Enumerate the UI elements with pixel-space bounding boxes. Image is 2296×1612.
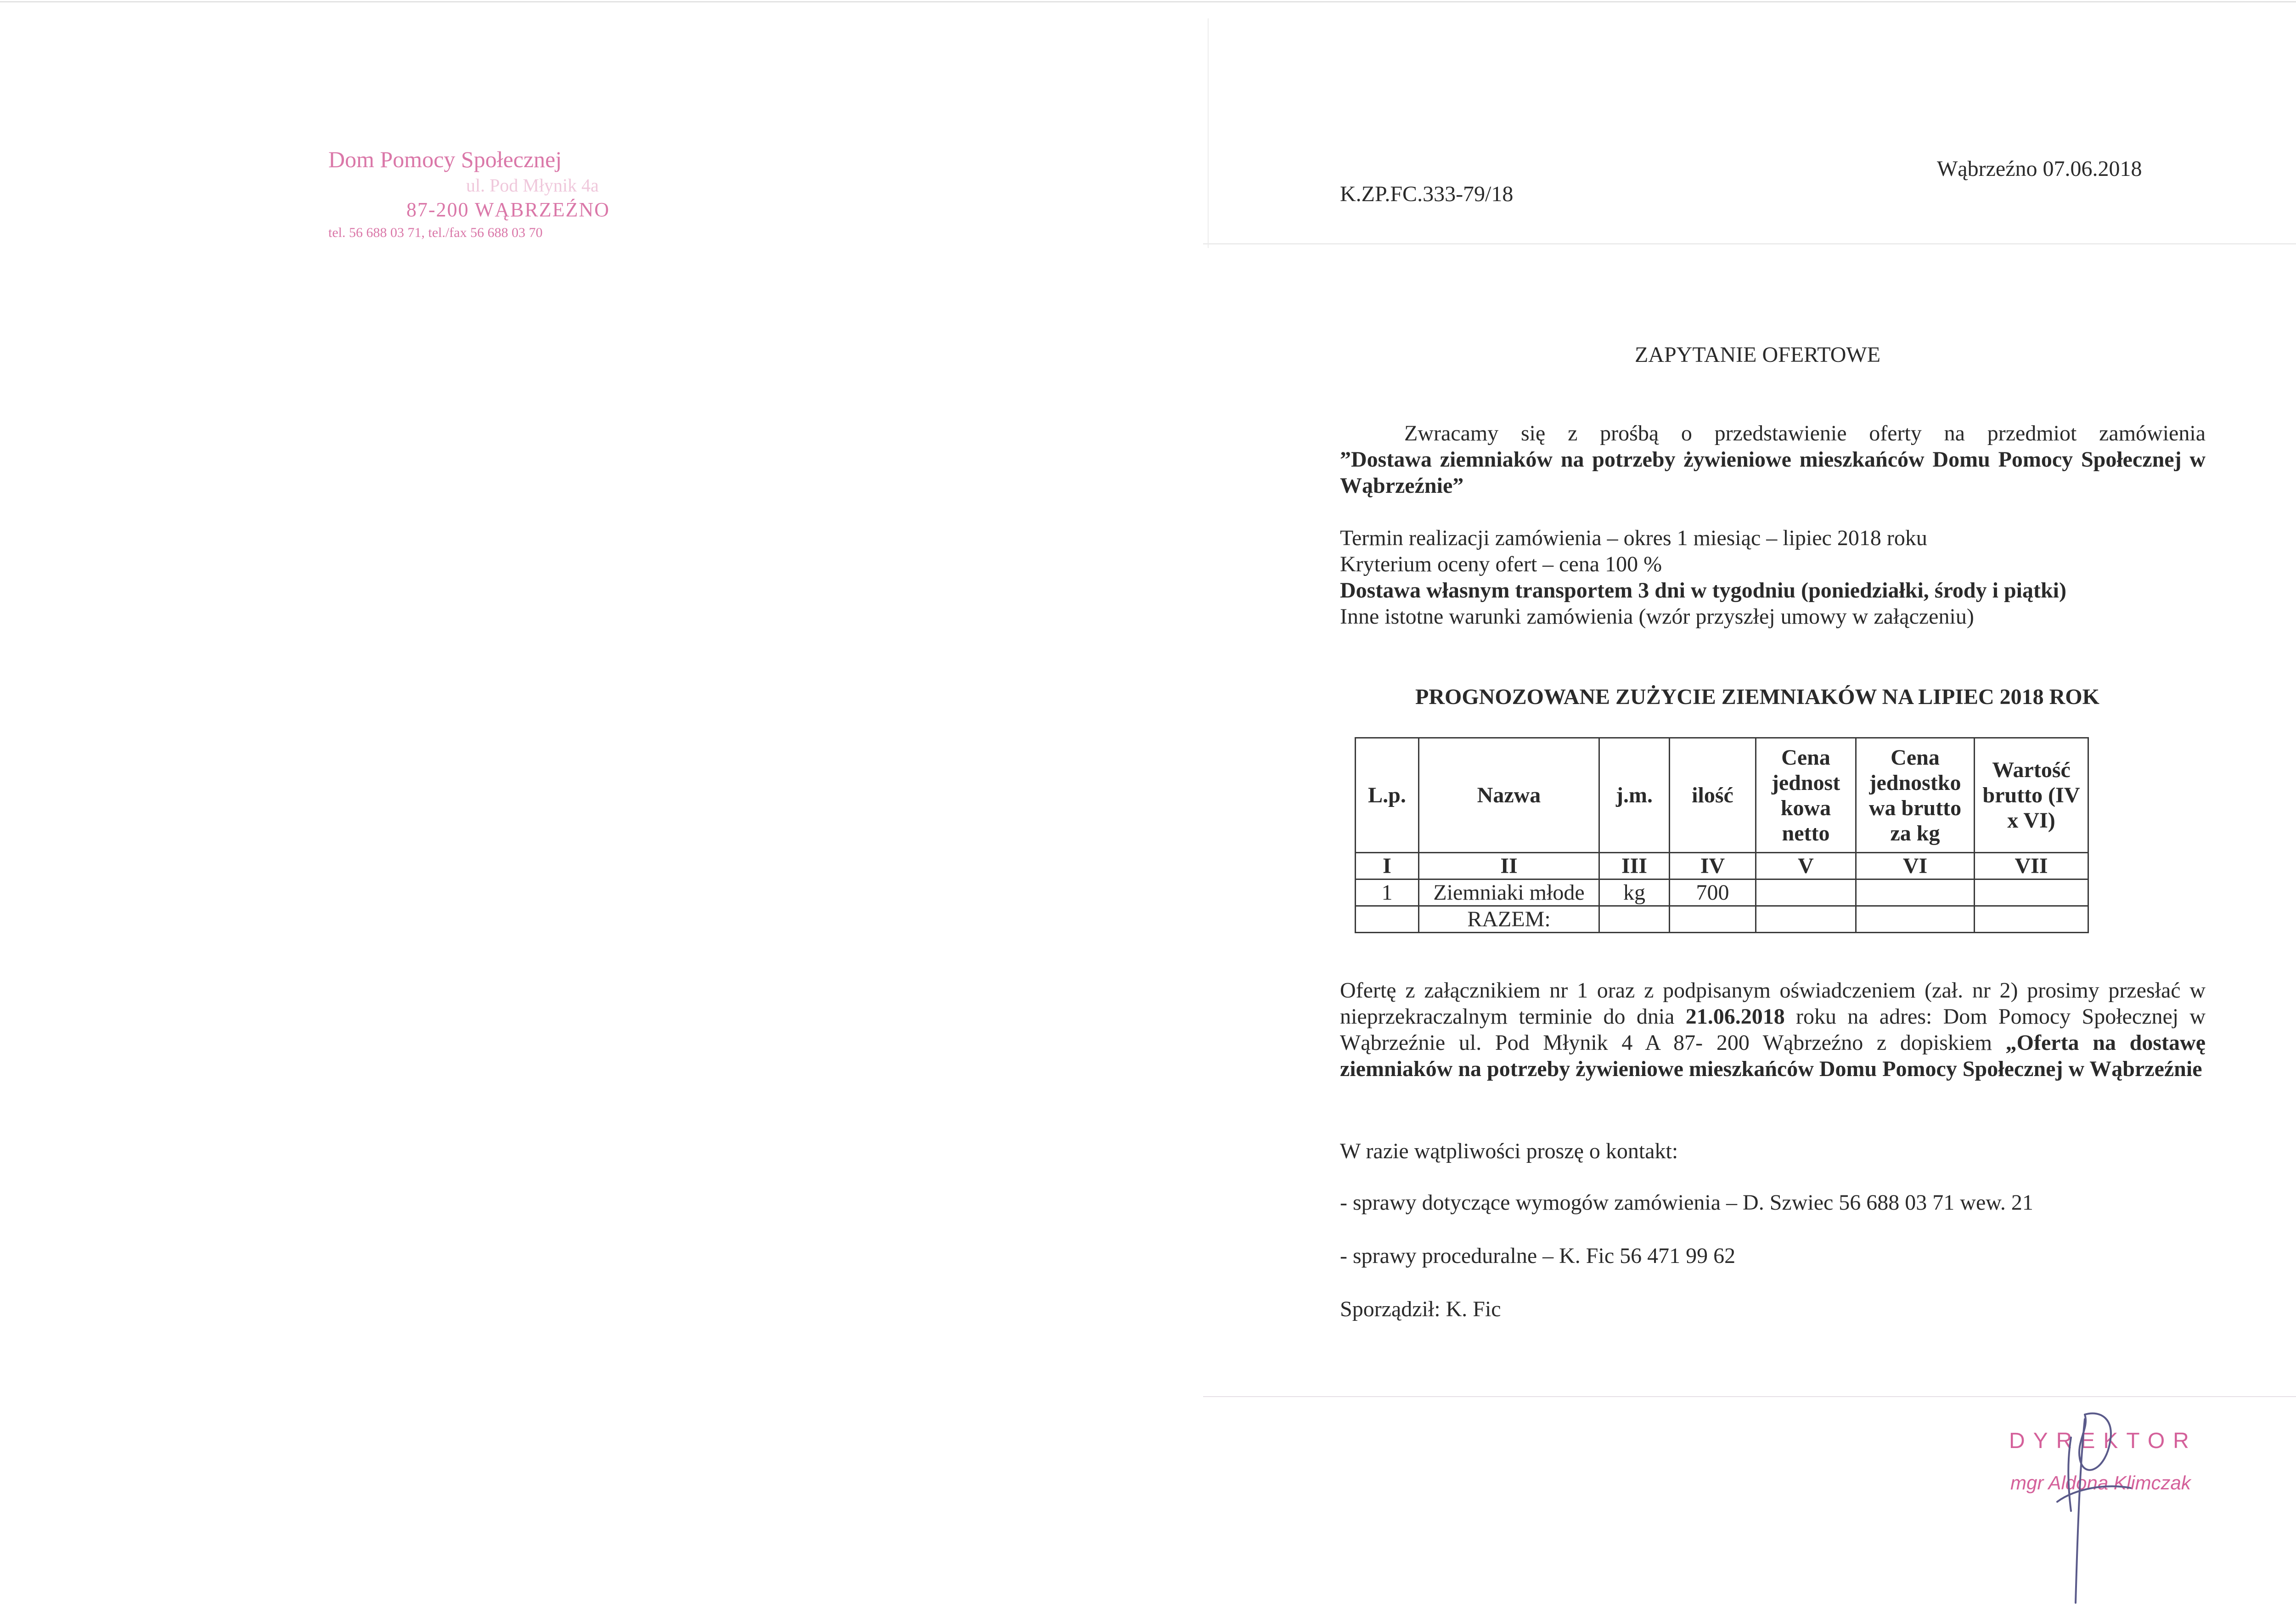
cell-gross-value — [1975, 879, 2088, 906]
scan-line-lower — [1203, 1396, 2296, 1397]
roman-cell: VI — [1856, 853, 1975, 879]
roman-cell: V — [1756, 853, 1856, 879]
cell-total-label: RAZEM: — [1419, 906, 1599, 933]
terms-block — [1340, 525, 2206, 630]
prepared-by: Sporządził: K. Fic — [1340, 1297, 1501, 1321]
stamp-line-3: 87-200 WĄBRZEŹNO — [406, 198, 610, 221]
offer-bold-note: „Oferta na dostawę ziemniaków na potrzeby żywieniowe mieszkańców Domu Pomocy Społecznej w Wąbrzeźnie — [1340, 1031, 2206, 1081]
cell-quantity: 700 — [1670, 879, 1756, 906]
cell-empty — [1670, 906, 1756, 933]
handwritten-signature — [2016, 1401, 2154, 1612]
table-roman-row — [1356, 853, 2088, 879]
cell-net-price — [1756, 879, 1856, 906]
roman-cell: I — [1356, 853, 1419, 879]
offer-text-1: Ofertę z załącznikiem nr 1 oraz z podpisanym oświadczeniem (zał. nr 2) prosimy przesłać w nieprzekraczalnym terminie do dnia — [1340, 978, 2206, 1029]
term-criterion: Kryterium oceny ofert – cena 100 % — [1340, 552, 1662, 576]
header-gross-price: Cena jednostko wa brutto za kg — [1856, 738, 1975, 853]
roman-cell: II — [1419, 853, 1599, 879]
intro-paragraph — [1340, 420, 2206, 499]
offer-deadline: 21.06.2018 — [1685, 1004, 1785, 1029]
cell-empty — [1356, 906, 1419, 933]
table-header-row — [1356, 738, 2088, 853]
header-quantity: ilość — [1670, 738, 1756, 853]
header-name: Nazwa — [1419, 738, 1599, 853]
cell-empty — [1975, 906, 2088, 933]
header-unit: j.m. — [1599, 738, 1670, 853]
director-name: mgr Aldona Klimczak — [2010, 1472, 2191, 1494]
page-fold — [1208, 18, 1209, 248]
scan-edge-top — [0, 1, 2296, 2]
table-total-row — [1356, 906, 2088, 933]
header-net-price: Cena jednost kowa netto — [1756, 738, 1856, 853]
cell-empty — [1599, 906, 1670, 933]
cell-lp: 1 — [1356, 879, 1419, 906]
intro-line: Zwracamy się z prośbą o przedstawienie oferty na przedmiot zamówienia — [1404, 421, 2206, 445]
cell-unit: kg — [1599, 879, 1670, 906]
scan-line — [1203, 243, 2296, 244]
term-delivery: Dostawa własnym transportem 3 dni w tygodniu (poniedziałki, środy i piątki) — [1340, 578, 2066, 603]
cell-gross-price — [1856, 879, 1975, 906]
contact-intro: W razie wątpliwości proszę o kontakt: — [1340, 1139, 1678, 1163]
reference-number: K.ZP.FC.333-79/18 — [1340, 182, 1514, 206]
header-gross-value: Wartość brutto (IV x VI) — [1975, 738, 2088, 853]
stamp-line-1: Dom Pomocy Społecznej — [328, 147, 562, 172]
roman-cell: IV — [1670, 853, 1756, 879]
cell-empty — [1856, 906, 1975, 933]
consumption-table — [1355, 737, 2089, 933]
offer-paragraph — [1340, 977, 2206, 1082]
header-lp: L.p. — [1356, 738, 1419, 853]
document-date: Wąbrzeźno 07.06.2018 — [1937, 157, 2142, 181]
table-row — [1356, 879, 2088, 906]
term-other: Inne istotne warunki zamówienia (wzór przyszłej umowy w załączeniu) — [1340, 604, 1974, 629]
term-period: Termin realizacji zamówienia – okres 1 miesiąc – lipiec 2018 roku — [1340, 526, 1927, 550]
cell-empty — [1756, 906, 1856, 933]
offer-text-2: roku na adres: Dom Pomocy Społecznej w Wąbrzeźnie ul. Pod Młynik 4 A 87- 200 Wąbrzeźno z dopiskiem — [1340, 1004, 2206, 1055]
intro-bold: ”Dostawa ziemniaków na potrzeby żywieniowe mieszkańców Domu Pomocy Społecznej w Wąbrzeźnie” — [1340, 447, 2206, 498]
roman-cell: III — [1599, 853, 1670, 879]
cell-name: Ziemniaki młode — [1419, 879, 1599, 906]
document-title: ZAPYTANIE OFERTOWE — [1635, 343, 1881, 367]
roman-cell: VII — [1975, 853, 2088, 879]
contact-procedural: - sprawy proceduralne – K. Fic 56 471 99 62 — [1340, 1244, 1736, 1268]
contact-requirements: - sprawy dotyczące wymogów zamówienia – D. Szwiec 56 688 03 71 wew. 21 — [1340, 1190, 2033, 1215]
section-title: PROGNOZOWANE ZUŻYCIE ZIEMNIAKÓW NA LIPIEC 2018 ROK — [1415, 685, 2099, 709]
director-title: DYREKTOR — [2009, 1429, 2197, 1453]
stamp-line-2: ul. Pod Młynik 4a — [466, 175, 599, 196]
stamp-line-4: tel. 56 688 03 71, tel./fax 56 688 03 70 — [328, 225, 543, 240]
